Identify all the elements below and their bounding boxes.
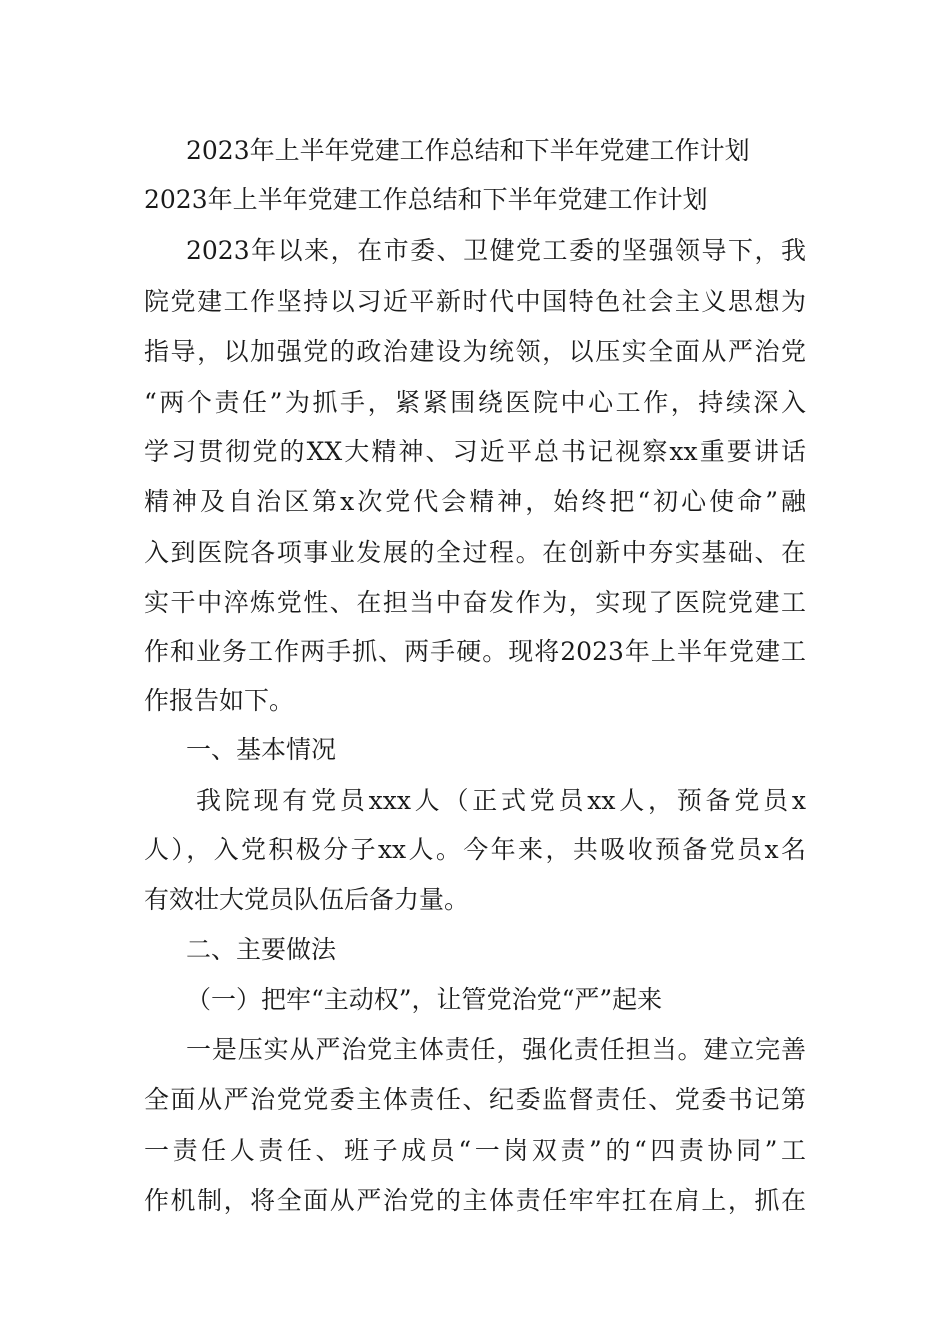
subsection-line: 一是压实从严治党主体责任，强化责任担当。建立完善 — [186, 1035, 806, 1064]
section-line: 我院现有党员xxx人（正式党员xx人，预备党员x — [196, 786, 806, 815]
section-heading: 二、主要做法 — [186, 935, 337, 964]
section-heading: 一、基本情况 — [186, 735, 337, 764]
intro-line: 入到医院各项事业发展的全过程。在创新中夯实基础、在 — [144, 538, 806, 567]
intro-line: “两个责任”为抓手，紧紧围绕医院中心工作，持续深入 — [144, 388, 806, 417]
intro-line: 作和业务工作两手抓、两手硬。现将2023年上半年党建工 — [144, 637, 806, 666]
intro-line: 作报告如下。 — [144, 686, 295, 715]
intro-line: 院党建工作坚持以习近平新时代中国特色社会主义思想为 — [144, 287, 806, 316]
intro-line: 学习贯彻党的XX大精神、习近平总书记视察xx重要讲话 — [144, 437, 806, 466]
section-line: 人），入党积极分子xx人。今年来，共吸收预备党员x名 — [144, 835, 806, 864]
subsection-line: 全面从严治党党委主体责任、纪委监督责任、党委书记第 — [144, 1085, 806, 1114]
intro-line: 指导，以加强党的政治建设为统领，以压实全面从严治党 — [144, 337, 806, 366]
subsection-heading: （一）把牢“主动权”，让管党治党“严”起来 — [186, 985, 663, 1014]
document-title: 2023年上半年党建工作总结和下半年党建工作计划 — [186, 136, 750, 165]
intro-line: 实干中淬炼党性、在担当中奋发作为，实现了医院党建工 — [144, 588, 806, 617]
subsection-line: 作机制，将全面从严治党的主体责任牢牢扛在肩上，抓在 — [144, 1186, 806, 1215]
section-line: 有效壮大党员队伍后备力量。 — [144, 885, 470, 914]
intro-line: 精神及自治区第x次党代会精神，始终把“初心使命”融 — [144, 487, 806, 516]
document-subtitle: 2023年上半年党建工作总结和下半年党建工作计划 — [144, 185, 708, 214]
subsection-line: 一责任人责任、班子成员“一岗双责”的“四责协同”工 — [144, 1136, 806, 1165]
intro-line: 2023年以来，在市委、卫健党工委的坚强领导下，我 — [186, 236, 806, 265]
